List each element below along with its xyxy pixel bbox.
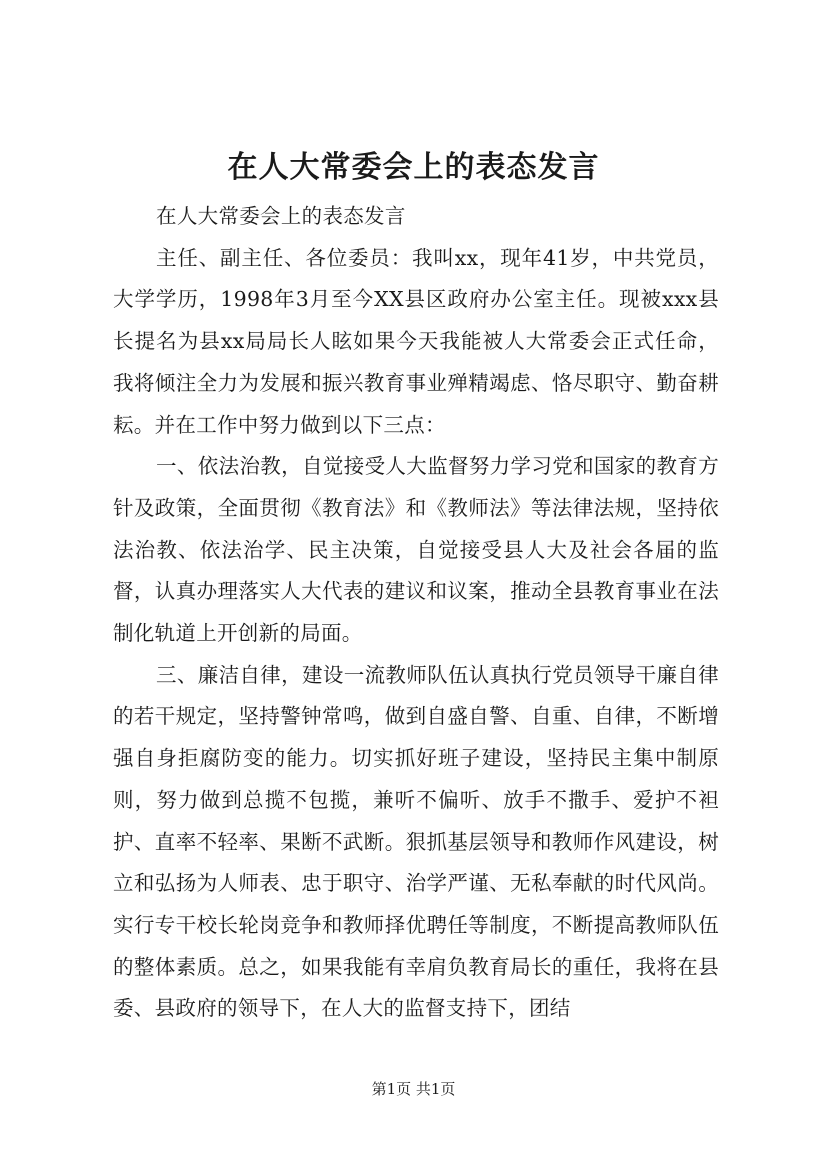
paragraph-heading-repeat: 在人大常委会上的表态发言: [156, 204, 406, 228]
paragraph-point-three: 三、廉洁自律，建设一流教师队伍认真执行党员领导干廉自律的若干规定，坚持警钟常鸣，做到自盛自警、自重、自律，不断增强自身拒腐防变的能力。切实抓好班子建设，坚持民主集中制原则，努力做到总揽不包揽，兼听不偏听、放手不撒手、爱护不袒护、直率不轻率、果断不武断。狠抓基层领导和教师作风建设，树立和弘扬为人师表、忠于职守、治学严谨、无私奉献的时代风尚。实行专干校长轮岗竞争和教师择优聘任等制度，不断提高教师队伍的整体素质。总之，如果我能有幸肩负教育局长的重任，我将在县委、县政府的领导下，在人大的监督支持下，团结: [113, 662, 719, 1021]
paragraph-point-one: 一、依法治教，自觉接受人大监督努力学习党和国家的教育方针及政策，全面贯彻《教育法》和《教师法》等法律法规，坚持依法治教、依法治学、民主决策，自觉接受县人大及社会各届的监督，认真办理落实人大代表的建议和议案，推动全县教育事业在法制化轨道上开创新的局面。: [113, 454, 719, 646]
paragraph-introduction: 主任、副主任、各位委员：我叫xx，现年41岁，中共党员，大学学历，1998年3月至今XX县区政府办公室主任。现被xxx县长提名为县xx局局长人眩如果今天我能被人大常委会正式任命，我将倾注全力为发展和振兴教育事业殚精竭虑、恪尽职守、勤奋耕耘。并在工作中努力做到以下三点：: [113, 245, 719, 437]
page-footer: 第1页 共1页: [371, 1080, 456, 1098]
document-title: 在人大常委会上的表态发言: [227, 150, 600, 185]
document-body: [113, 196, 719, 1030]
